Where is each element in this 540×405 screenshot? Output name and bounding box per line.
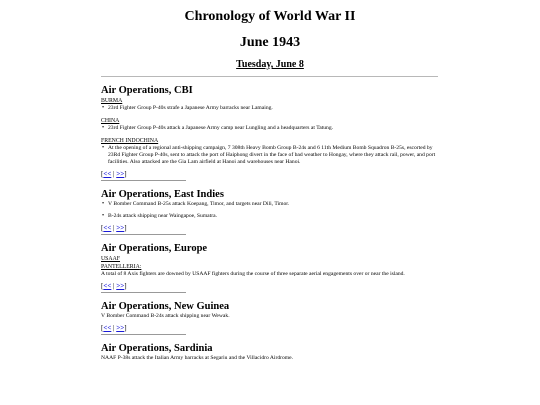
section-text: V Bomber Command B-24s attack shipping near Wewak.	[101, 313, 230, 319]
section-air-operations-europe	[101, 243, 436, 293]
nav-bracket-left: [	[101, 224, 104, 232]
page-title: Chronology of World War II	[184, 9, 356, 24]
region-label-usaaf: USAAF	[101, 256, 121, 262]
prev-link[interactable]: <<	[103, 224, 112, 232]
section-nav	[101, 324, 436, 333]
nav-separator: |	[113, 282, 115, 290]
nav-bracket-right: ]	[124, 170, 127, 178]
region-label-burma: BURMA	[101, 98, 123, 104]
date-heading: Tuesday, June 8	[236, 59, 304, 70]
nav-separator: |	[113, 224, 115, 232]
section-air-operations-new-guinea	[101, 301, 436, 335]
china-list	[101, 125, 436, 132]
section-text: NAAF P-38s attack the Italian Army barracks at Segariu and the Villacidro Airdrome.	[101, 355, 294, 361]
indochina-list	[101, 145, 436, 166]
next-link[interactable]: >>	[116, 282, 125, 290]
list-item: • 23rd Fighter Group P-40s attack a Japanese Army camp near Lungling and a headquarters at Tatung.	[101, 125, 436, 132]
section-nav	[101, 170, 436, 179]
section-title: Air Operations, Europe	[101, 243, 208, 254]
nav-separator: |	[113, 324, 115, 332]
section-divider	[101, 234, 186, 235]
region-label-french-indochina: FRENCH INDOCHINA	[101, 138, 159, 144]
nav-bracket-right: ]	[124, 282, 127, 290]
list-item: • At the opening of a regional anti-shipping campaign, 7 308th Heavy Bomb Group B-24s and 6 11th Medium Bomb Squadron B-25s, escorted by 23Rd Fighter Group P-40s, sent to attack the port of Haiphong divert in the face of bad weather to Hongay, where they attack rail, power, and port facilities. Also attacked are the Gia Lam airfield at Hanoi and warehouses near Hanoi.	[101, 145, 436, 166]
nav-bracket-right: ]	[124, 324, 127, 332]
nav-separator: |	[113, 170, 115, 178]
prev-link[interactable]: <<	[103, 282, 112, 290]
section-title: Air Operations, East Indies	[101, 189, 224, 200]
section-air-operations-sardinia	[101, 343, 436, 362]
next-link[interactable]: >>	[116, 324, 125, 332]
region-label-pantelleria: PANTELLERIA:	[101, 264, 142, 270]
pantelleria-text: PANTELLERIA	[101, 264, 140, 270]
nav-bracket-left: [	[101, 170, 104, 178]
nav-bracket-left: [	[101, 324, 104, 332]
section-air-operations-east-indies	[101, 189, 436, 235]
section-divider	[101, 292, 186, 293]
section-nav	[101, 224, 436, 233]
section-nav	[101, 282, 436, 291]
prev-link[interactable]: <<	[103, 324, 112, 332]
east-indies-list-2	[101, 213, 436, 220]
list-item: • B-24s attack shipping near Waingapoe, Sumatra.	[101, 213, 436, 220]
prev-link[interactable]: <<	[103, 170, 112, 178]
burma-list	[101, 105, 436, 112]
section-title: Air Operations, New Guinea	[101, 301, 230, 312]
section-divider	[101, 334, 186, 335]
section-divider	[101, 180, 186, 181]
next-link[interactable]: >>	[116, 224, 125, 232]
list-item: • 23rd Fighter Group P-40s strafe a Japanese Army barracks near Lamaing.	[101, 105, 436, 112]
month-heading: June 1943	[239, 35, 301, 50]
nav-bracket-left: [	[101, 282, 104, 290]
section-text: A total of 8 Axis fighters are downed by USAAF fighters during the course of three separate aerial engagements over or near the island.	[101, 271, 405, 277]
section-air-operations-cbi	[101, 85, 436, 181]
section-title: Air Operations, CBI	[101, 85, 193, 96]
section-title: Air Operations, Sardinia	[101, 343, 213, 354]
nav-bracket-right: ]	[124, 224, 127, 232]
list-item: • V Bomber Command B-25s attack Koepang, Timor, and targets near Dili, Timor.	[101, 201, 436, 208]
next-link[interactable]: >>	[116, 170, 125, 178]
east-indies-list	[101, 201, 436, 208]
chronology-content	[101, 85, 436, 362]
header-divider	[101, 76, 438, 77]
region-label-china: CHINA	[101, 118, 120, 124]
